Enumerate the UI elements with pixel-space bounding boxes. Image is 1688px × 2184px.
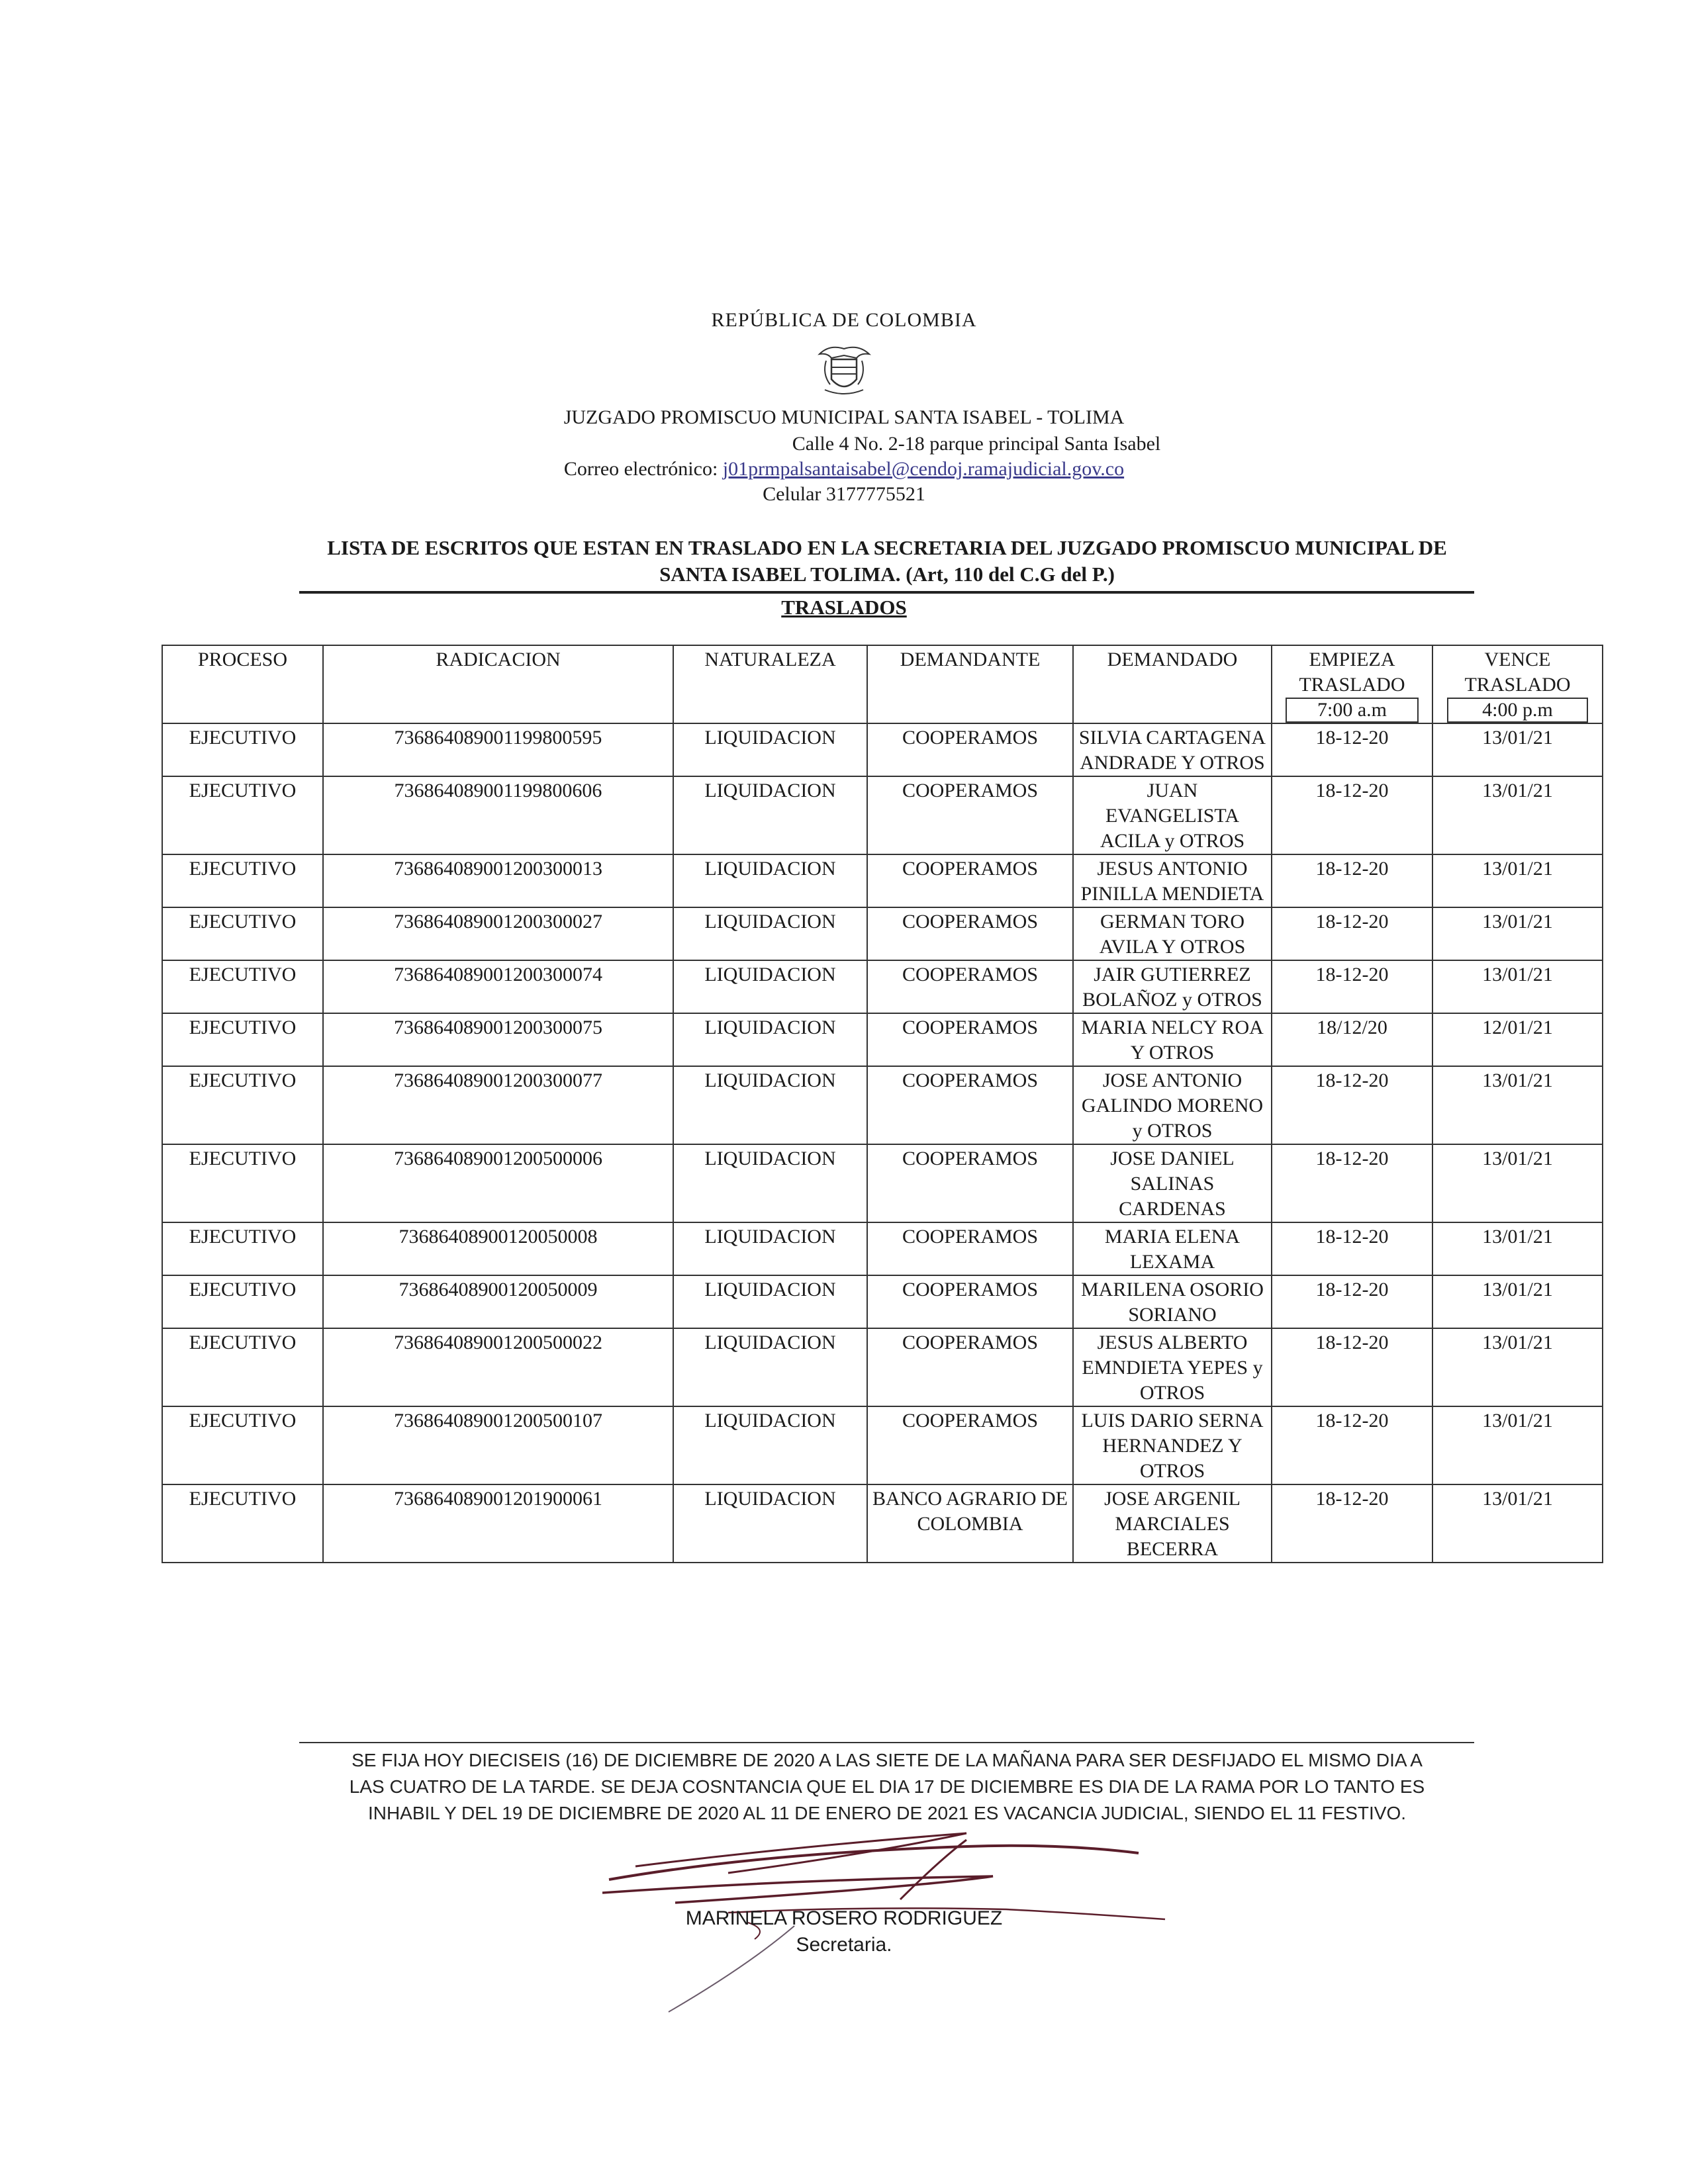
- cell-naturaleza: LIQUIDACION: [673, 776, 867, 854]
- cell-demandante: COOPERAMOS: [867, 1328, 1073, 1406]
- table-row: [162, 907, 1603, 960]
- document-title: [305, 535, 1470, 588]
- cell-empieza: 18-12-20: [1272, 907, 1432, 960]
- cell-demandado: JESUS ALBERTO EMNDIETA YEPES y OTROS: [1073, 1328, 1272, 1406]
- cell-proceso: EJECUTIVO: [162, 1066, 323, 1144]
- cell-demandado: MARIA ELENA LEXAMA: [1073, 1222, 1272, 1275]
- cell-empieza: 18-12-20: [1272, 1222, 1432, 1275]
- cell-radicacion: 736864089001200500022: [323, 1328, 673, 1406]
- cell-radicacion: 73686408900120050009: [323, 1275, 673, 1328]
- cell-vence: 13/01/21: [1432, 1222, 1603, 1275]
- table-row: [162, 1144, 1603, 1222]
- cell-vence: 12/01/21: [1432, 1013, 1603, 1066]
- table-row: [162, 1328, 1603, 1406]
- cell-demandado: JUAN EVANGELISTA ACILA y OTROS: [1073, 776, 1272, 854]
- cell-empieza: 18-12-20: [1272, 1328, 1432, 1406]
- document-title-line-1: LISTA DE ESCRITOS QUE ESTAN EN TRASLADO EN LA SECRETARIA DEL JUZGADO PROMISCUO MUNICIPAL DE: [327, 536, 1447, 559]
- cell-demandado: MARILENA OSORIO SORIANO: [1073, 1275, 1272, 1328]
- cell-demandante: COOPERAMOS: [867, 723, 1073, 776]
- cell-empieza: 18-12-20: [1272, 1484, 1432, 1563]
- cell-vence: 13/01/21: [1432, 1144, 1603, 1222]
- section-heading-text: TRASLADOS: [781, 596, 907, 619]
- header-radicacion: RADICACION: [323, 645, 673, 723]
- cell-empieza: 18-12-20: [1272, 854, 1432, 907]
- signatory-role: Secretaria.: [796, 1934, 892, 1956]
- cell-radicacion: 736864089001200300074: [323, 960, 673, 1013]
- cell-radicacion: 736864089001200500006: [323, 1144, 673, 1222]
- email-link[interactable]: j01prmpalsantaisabel@cendoj.ramajudicial.gov.co: [722, 458, 1125, 480]
- cell-naturaleza: LIQUIDACION: [673, 1406, 867, 1484]
- cell-proceso: EJECUTIVO: [162, 960, 323, 1013]
- cell-proceso: EJECUTIVO: [162, 1328, 323, 1406]
- cell-naturaleza: LIQUIDACION: [673, 1328, 867, 1406]
- cell-demandado: JESUS ANTONIO PINILLA MENDIETA: [1073, 854, 1272, 907]
- cell-radicacion: 736864089001200300075: [323, 1013, 673, 1066]
- header-vence-label: VENCE TRASLADO: [1464, 649, 1571, 696]
- cell-demandado: JOSE DANIEL SALINAS CARDENAS: [1073, 1144, 1272, 1222]
- table-header-row: [162, 645, 1603, 723]
- cell-naturaleza: LIQUIDACION: [673, 960, 867, 1013]
- header-empieza-label: EMPIEZA TRASLADO: [1299, 649, 1405, 696]
- cell-vence: 13/01/21: [1432, 960, 1603, 1013]
- cell-demandante: COOPERAMOS: [867, 776, 1073, 854]
- cell-naturaleza: LIQUIDACION: [673, 1013, 867, 1066]
- header-vence-hora: 4:00 p.m: [1447, 698, 1588, 723]
- table-row: [162, 1013, 1603, 1066]
- cell-naturaleza: LIQUIDACION: [673, 907, 867, 960]
- table-row: [162, 723, 1603, 776]
- header-demandado: DEMANDADO: [1073, 645, 1272, 723]
- cell-demandado: GERMAN TORO AVILA Y OTROS: [1073, 907, 1272, 960]
- header-vence-traslado: [1432, 645, 1603, 723]
- header-empieza-hora: 7:00 a.m: [1286, 698, 1419, 723]
- cell-demandante: COOPERAMOS: [867, 907, 1073, 960]
- country-name: REPÚBLICA DE COLOMBIA: [711, 309, 977, 331]
- cell-vence: 13/01/21: [1432, 723, 1603, 776]
- cell-demandante: COOPERAMOS: [867, 854, 1073, 907]
- cell-demandado: MARIA NELCY ROA Y OTROS: [1073, 1013, 1272, 1066]
- cell-demandante: COOPERAMOS: [867, 1144, 1073, 1222]
- notice-divider: [299, 1742, 1474, 1743]
- cell-empieza: 18/12/20: [1272, 1013, 1432, 1066]
- cell-proceso: EJECUTIVO: [162, 1275, 323, 1328]
- cell-proceso: EJECUTIVO: [162, 1144, 323, 1222]
- cell-radicacion: 736864089001201900061: [323, 1484, 673, 1563]
- section-heading: [0, 594, 1688, 621]
- cell-proceso: EJECUTIVO: [162, 907, 323, 960]
- table-row: [162, 1275, 1603, 1328]
- cell-proceso: EJECUTIVO: [162, 723, 323, 776]
- email-label: Correo electrónico:: [563, 458, 718, 480]
- cell-demandado: SILVIA CARTAGENA ANDRADE Y OTROS: [1073, 723, 1272, 776]
- cell-vence: 13/01/21: [1432, 776, 1603, 854]
- cell-vence: 13/01/21: [1432, 1406, 1603, 1484]
- table-row: [162, 1066, 1603, 1144]
- cell-naturaleza: LIQUIDACION: [673, 1066, 867, 1144]
- cell-empieza: 18-12-20: [1272, 960, 1432, 1013]
- cell-demandado: JOSE ANTONIO GALINDO MORENO y OTROS: [1073, 1066, 1272, 1144]
- header-empieza-traslado: [1272, 645, 1432, 723]
- cell-demandante: COOPERAMOS: [867, 960, 1073, 1013]
- table-row: [162, 1222, 1603, 1275]
- cell-radicacion: 73686408900120050008: [323, 1222, 673, 1275]
- cell-radicacion: 736864089001199800606: [323, 776, 673, 854]
- cell-naturaleza: LIQUIDACION: [673, 1275, 867, 1328]
- cell-proceso: EJECUTIVO: [162, 1484, 323, 1563]
- cell-radicacion: 736864089001200300013: [323, 854, 673, 907]
- cell-naturaleza: LIQUIDACION: [673, 1484, 867, 1563]
- cell-empieza: 18-12-20: [1272, 1275, 1432, 1328]
- table-row: [162, 960, 1603, 1013]
- traslados-table: [162, 645, 1603, 1563]
- title-divider: [299, 591, 1474, 594]
- cell-demandante: BANCO AGRARIO DE COLOMBIA: [867, 1484, 1073, 1563]
- cell-radicacion: 736864089001200300027: [323, 907, 673, 960]
- court-name: JUZGADO PROMISCUO MUNICIPAL SANTA ISABEL - TOLIMA: [563, 406, 1125, 428]
- cell-empieza: 18-12-20: [1272, 1066, 1432, 1144]
- cell-proceso: EJECUTIVO: [162, 776, 323, 854]
- table-row: [162, 1484, 1603, 1563]
- cell-proceso: EJECUTIVO: [162, 1013, 323, 1066]
- cell-demandante: COOPERAMOS: [867, 1013, 1073, 1066]
- cell-demandante: COOPERAMOS: [867, 1406, 1073, 1484]
- cell-demandado: LUIS DARIO SERNA HERNANDEZ Y OTROS: [1073, 1406, 1272, 1484]
- cell-empieza: 18-12-20: [1272, 776, 1432, 854]
- document-title-line-2: SANTA ISABEL TOLIMA. (Art, 110 del C.G del P.): [659, 563, 1115, 586]
- cell-vence: 13/01/21: [1432, 1484, 1603, 1563]
- cell-naturaleza: LIQUIDACION: [673, 723, 867, 776]
- cell-demandado: JAIR GUTIERREZ BOLAÑOZ y OTROS: [1073, 960, 1272, 1013]
- cell-empieza: 18-12-20: [1272, 723, 1432, 776]
- cell-vence: 13/01/21: [1432, 1066, 1603, 1144]
- signatory-name: MARINELA ROSERO RODRIGUEZ: [685, 1907, 1003, 1929]
- notice-line-1: SE FIJA HOY DIECISEIS (16) DE DICIEMBRE DE 2020 A LAS SIETE DE LA MAÑANA PARA SER DESFIJADO EL MISMO DIA A: [352, 1750, 1423, 1770]
- cell-demandado: JOSE ARGENIL MARCIALES BECERRA: [1073, 1484, 1272, 1563]
- table-row: [162, 776, 1603, 854]
- cell-radicacion: 736864089001200300077: [323, 1066, 673, 1144]
- cell-vence: 13/01/21: [1432, 854, 1603, 907]
- cell-vence: 13/01/21: [1432, 1275, 1603, 1328]
- cell-demandante: COOPERAMOS: [867, 1222, 1073, 1275]
- cell-radicacion: 736864089001200500107: [323, 1406, 673, 1484]
- notice-line-3: INHABIL Y DEL 19 DE DICIEMBRE DE 2020 AL 11 DE ENERO DE 2021 ES VACANCIA JUDICIAL, SIENDO EL 11 FESTIVO.: [367, 1803, 1407, 1823]
- cell-naturaleza: LIQUIDACION: [673, 1144, 867, 1222]
- court-address: Calle 4 No. 2-18 parque principal Santa Isabel: [792, 433, 1161, 455]
- coat-of-arms-icon: [813, 341, 876, 400]
- cell-vence: 13/01/21: [1432, 1328, 1603, 1406]
- cell-proceso: EJECUTIVO: [162, 1406, 323, 1484]
- cell-demandante: COOPERAMOS: [867, 1066, 1073, 1144]
- cell-radicacion: 736864089001199800595: [323, 723, 673, 776]
- cell-demandante: COOPERAMOS: [867, 1275, 1073, 1328]
- table-row: [162, 1406, 1603, 1484]
- cell-proceso: EJECUTIVO: [162, 854, 323, 907]
- table-row: [162, 854, 1603, 907]
- court-email-line: [0, 457, 1688, 482]
- cell-naturaleza: LIQUIDACION: [673, 854, 867, 907]
- cell-naturaleza: LIQUIDACION: [673, 1222, 867, 1275]
- header-naturaleza: NATURALEZA: [673, 645, 867, 723]
- court-phone: Celular 3177775521: [763, 483, 925, 505]
- cell-proceso: EJECUTIVO: [162, 1222, 323, 1275]
- cell-empieza: 18-12-20: [1272, 1144, 1432, 1222]
- cell-empieza: 18-12-20: [1272, 1406, 1432, 1484]
- cell-vence: 13/01/21: [1432, 907, 1603, 960]
- header-demandante: DEMANDANTE: [867, 645, 1073, 723]
- header-proceso: PROCESO: [162, 645, 323, 723]
- notice-line-2: LAS CUATRO DE LA TARDE. SE DEJA COSNTANCIA QUE EL DIA 17 DE DICIEMBRE ES DIA DE LA RAMA POR LO TANTO ES: [349, 1776, 1425, 1797]
